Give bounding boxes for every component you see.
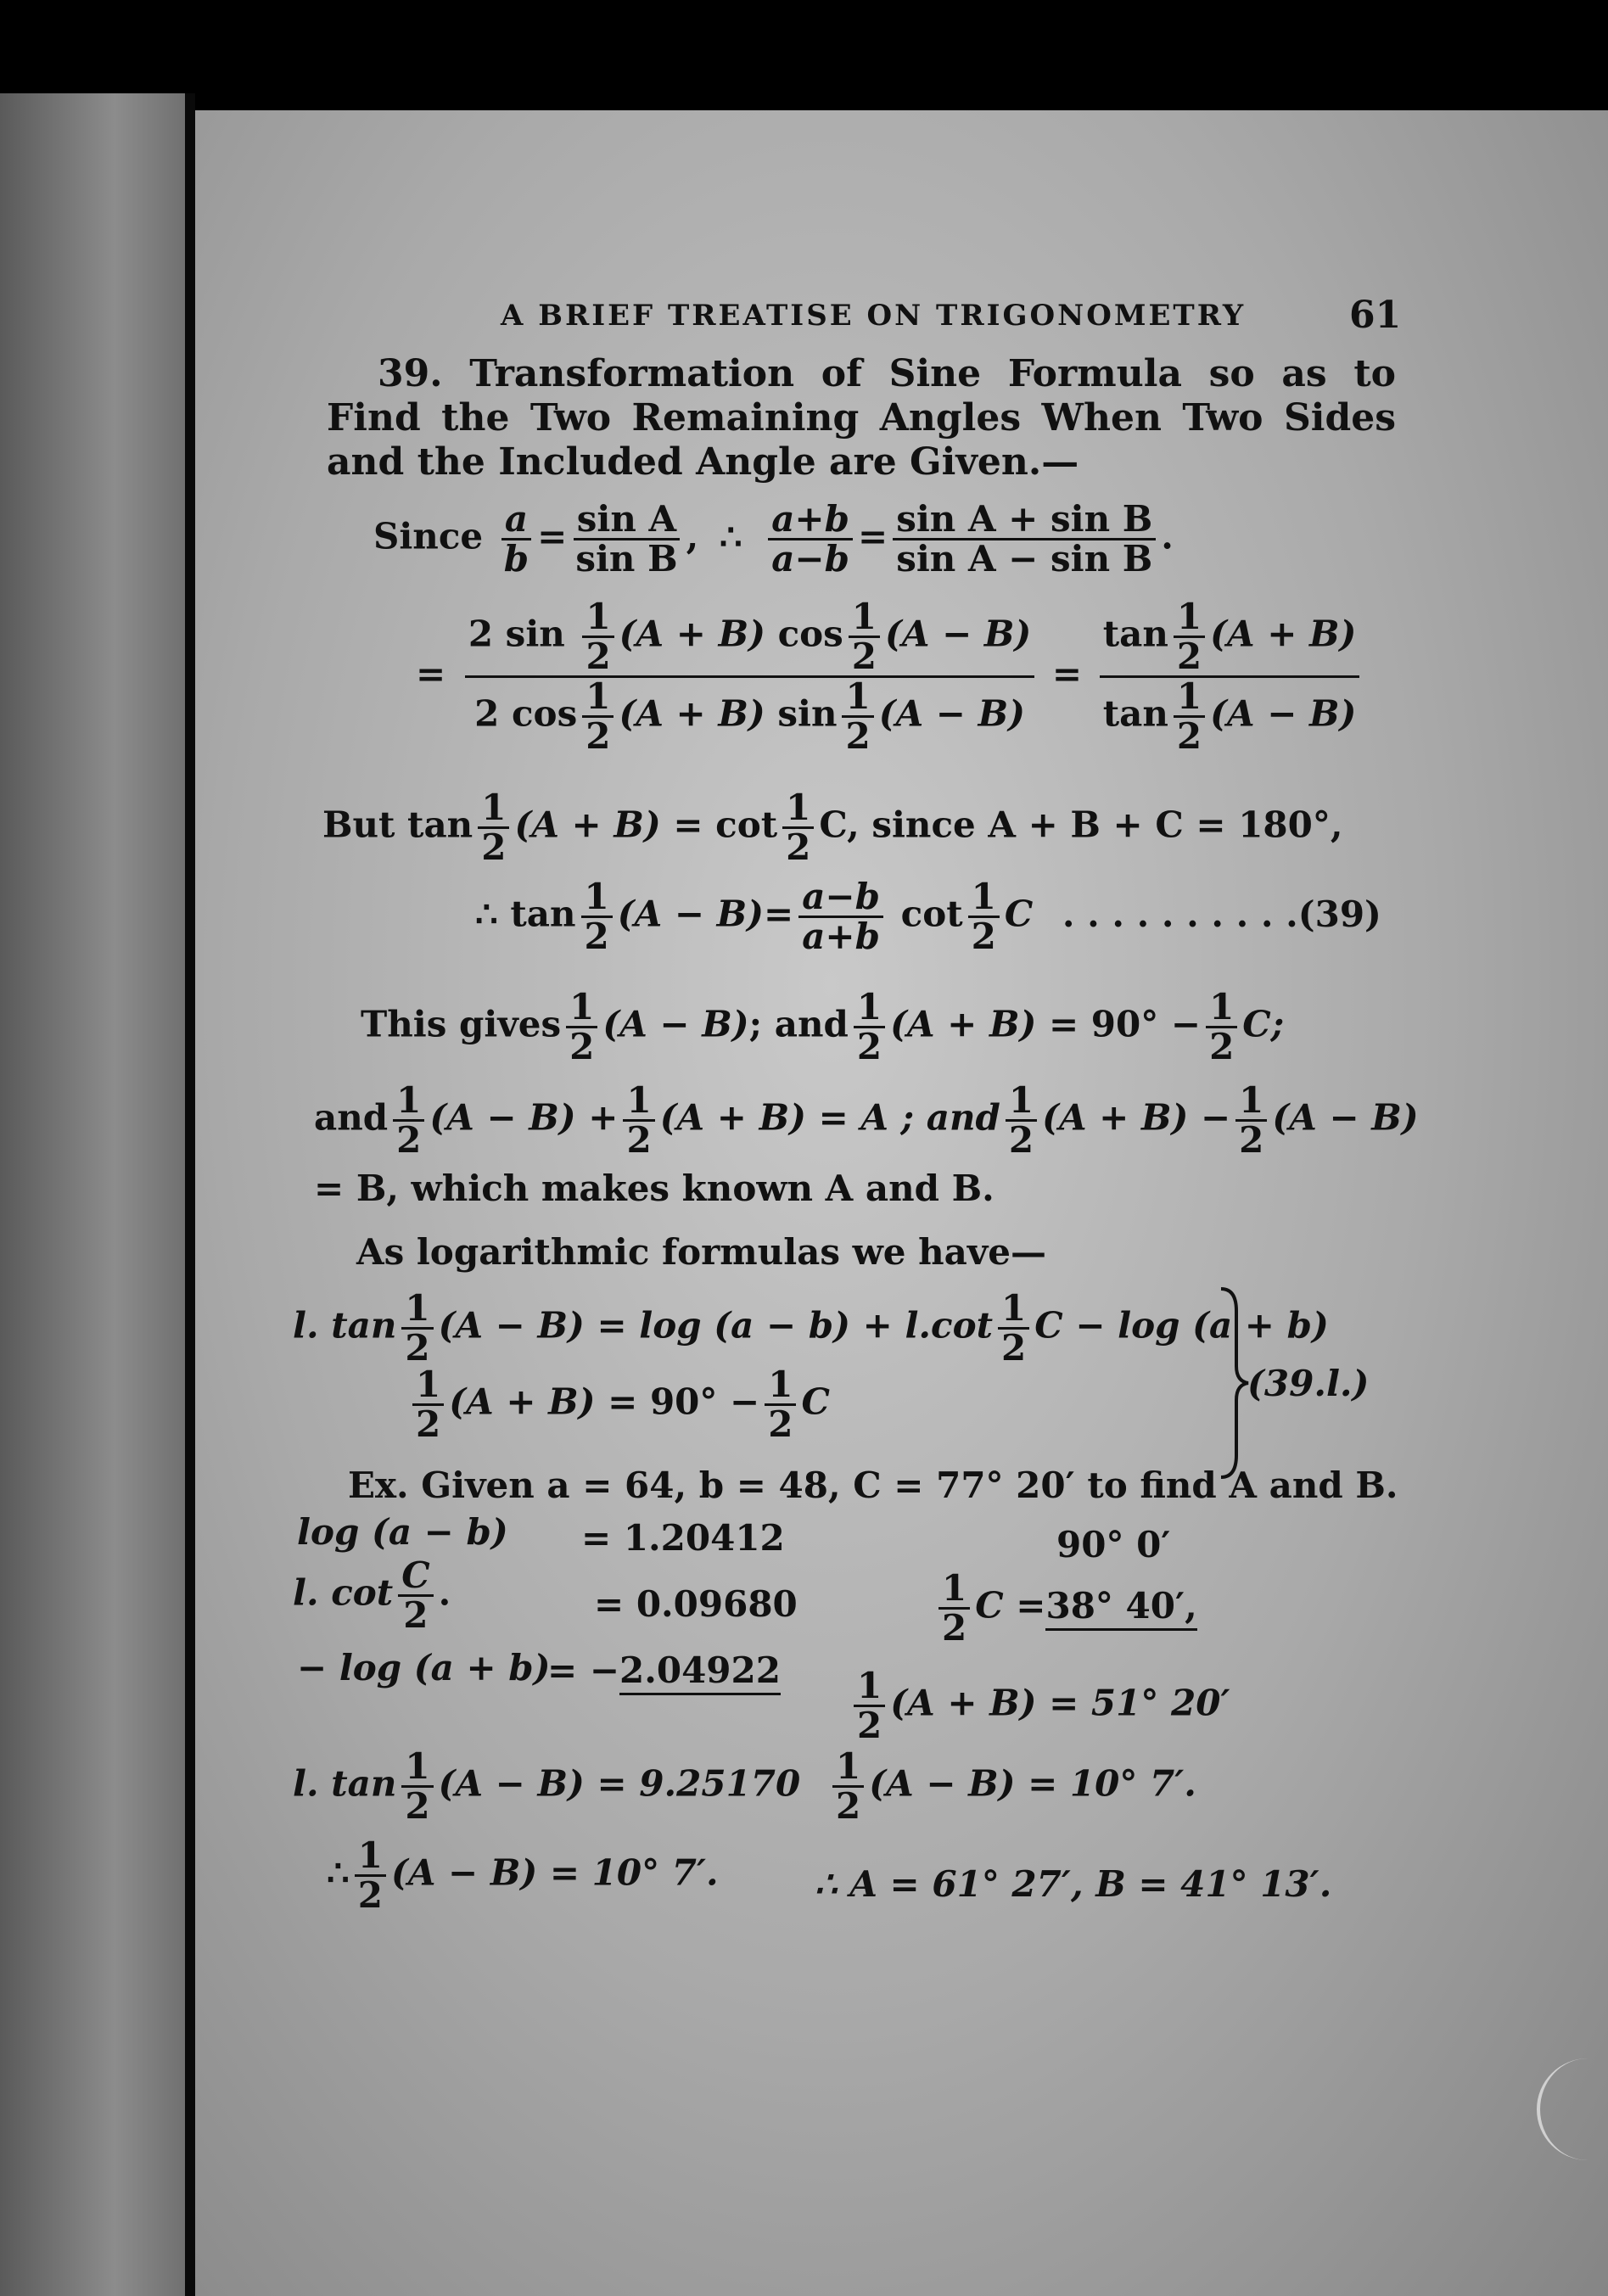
denominator: 2 [585, 636, 611, 678]
numerator: C [398, 1557, 433, 1597]
denominator: 2 [405, 1785, 430, 1828]
numerator: 1 [765, 1366, 796, 1406]
term: = log (a − b) + l.cot [597, 1304, 994, 1347]
equals-sign: = [416, 652, 446, 695]
term: 38° 40′, [1045, 1585, 1196, 1631]
term: This gives [361, 1003, 562, 1045]
term: (A + B) [659, 1096, 806, 1139]
numerator: 1 [1006, 1082, 1037, 1122]
term: tan [1102, 692, 1168, 735]
term: ; and [748, 1003, 849, 1045]
denominator: 2 [1176, 715, 1202, 758]
term: tan [510, 893, 576, 935]
page-number: 61 [1349, 294, 1402, 337]
denominator: 2 [481, 826, 507, 869]
term: cos [777, 613, 843, 655]
half [412, 1364, 444, 1446]
ex-half-ApB [849, 1665, 1230, 1747]
term: sin [777, 692, 838, 735]
term: (A + B) = 51° 20′ [890, 1682, 1230, 1724]
denominator: 2 [1209, 1026, 1235, 1068]
term: (A + B) [1042, 1096, 1189, 1139]
term: C; [1242, 1003, 1285, 1045]
fraction-amb-over-apb [798, 876, 883, 958]
term: (A − B) [438, 1304, 585, 1347]
ex-half-C [933, 1567, 1197, 1649]
term: (A + B) [514, 804, 661, 846]
term: = − [547, 1649, 620, 1691]
numerator: 1 [393, 1082, 424, 1122]
ex-final-left [327, 1834, 719, 1917]
section-title-text: 39. Transformation of Sine Formula so as to Find the Two Remaining Angles When Two Sides and the Included Angle are Given.— [327, 352, 1396, 484]
term: l. tan [293, 1762, 397, 1805]
numerator: 1 [581, 878, 613, 918]
fraction-sum-over-diff-sines [893, 498, 1156, 580]
denominator: 2 [569, 1026, 595, 1068]
half [854, 1665, 885, 1747]
term: l. cot [293, 1571, 394, 1614]
term: and [314, 1096, 389, 1139]
ex-l-tan [293, 1745, 801, 1828]
denominator: sin A − sin B [896, 538, 1153, 580]
equation-product-form [416, 596, 1364, 758]
numerator: a−b [798, 878, 883, 918]
half [765, 1364, 796, 1446]
numerator: 1 [854, 1667, 885, 1707]
denominator: 2 [626, 1119, 652, 1162]
term: (A + B) [619, 613, 765, 655]
term: 2.04922 [619, 1649, 781, 1695]
equals-sign: = [1051, 652, 1083, 695]
text-which-makes-known: = B, which makes known A and B. [314, 1168, 994, 1209]
denominator: 2 [836, 1785, 861, 1828]
word-but-tan: But tan [322, 804, 473, 846]
denominator: 2 [768, 1403, 793, 1446]
denominator: 2 [942, 1607, 967, 1649]
numerator: 1 [355, 1837, 386, 1877]
denominator: 2 [1008, 1119, 1034, 1162]
denominator: 2 [845, 715, 871, 758]
term: (A − B) [878, 692, 1025, 735]
running-head: A BRIEF TREATISE ON TRIGONOMETRY [501, 299, 1247, 333]
half [849, 596, 880, 678]
equation-label-39l: (39.l.) [1247, 1363, 1370, 1404]
denominator: 2 [857, 1705, 882, 1747]
term: (A + B) [1210, 613, 1357, 655]
log-formula-2 [407, 1364, 830, 1446]
half [566, 988, 597, 1066]
word-since: Since [373, 515, 484, 557]
half [355, 1834, 386, 1917]
therefore-symbol: ∴ [475, 893, 498, 935]
half [401, 1287, 433, 1369]
term: (A + B) [619, 692, 765, 735]
half [582, 675, 614, 758]
term: (A − B) [602, 1003, 749, 1045]
numerator: 1 [968, 878, 1000, 918]
equals-sign: = [537, 515, 568, 557]
term: C − log (a + b) [1034, 1304, 1329, 1347]
term: − [1200, 1096, 1231, 1139]
term: = 90° − [608, 1380, 760, 1423]
half [1174, 675, 1205, 758]
ex-l-cot: l. cot $\frac{C}{2}$ . [293, 1554, 451, 1637]
term: (A − B) [429, 1096, 576, 1139]
therefore-symbol: ∴ [327, 1851, 350, 1894]
numerator: 1 [1174, 598, 1205, 638]
term: + [588, 1096, 619, 1139]
denominator: a+b [802, 916, 880, 958]
right-brace [1218, 1285, 1252, 1481]
half [1206, 988, 1237, 1066]
fraction-a-over-b [501, 498, 532, 580]
half [478, 787, 509, 869]
denominator [1100, 675, 1360, 758]
numerator: 1 [566, 988, 597, 1028]
half [582, 596, 614, 678]
denominator: 2 [584, 916, 609, 958]
term: (A + B) [890, 1003, 1037, 1045]
term: (A + B) [449, 1380, 596, 1423]
term: tan [1102, 613, 1168, 655]
text-this-gives [361, 988, 1284, 1066]
denominator: 2 [405, 1327, 430, 1369]
term: = 90° − [1048, 1003, 1202, 1045]
numerator: 1 [849, 598, 880, 638]
denominator: 2 [1176, 636, 1202, 678]
scan-border [0, 0, 1608, 127]
denominator: 2 [585, 715, 611, 758]
term: (A − B) [617, 893, 765, 935]
fraction-tan-over-tan [1100, 596, 1360, 758]
term: (A − B) = 10° 7′. [390, 1851, 719, 1894]
text-and-sums [314, 1079, 1419, 1162]
denominator [471, 675, 1028, 758]
half [1235, 1079, 1267, 1162]
ex-half-AmB [827, 1745, 1196, 1828]
denominator: 2 [851, 636, 877, 678]
half [1006, 1079, 1037, 1162]
numerator: 1 [623, 1082, 654, 1122]
numerator: a [501, 501, 531, 540]
numerator: 1 [401, 1290, 433, 1330]
half [782, 787, 814, 869]
equation-sine-ratio: Since $\frac{a}{b}$ = $\frac{\text{sin A}}{\text{sin B}}$ , ∴ $\frac{a+b}{a-b}$ = $\frac{\text{sin A + sin B}}{\text{sin A − sin B}}$ . [373, 498, 1174, 580]
numerator: sin A [574, 501, 680, 540]
book-spine [185, 93, 195, 2296]
half [581, 876, 613, 958]
ex-val-3 [547, 1649, 781, 1691]
term: = cot [673, 804, 778, 846]
equation-39 [475, 876, 1381, 958]
half [1174, 596, 1205, 678]
numerator: 1 [1174, 678, 1205, 718]
term: C [801, 1380, 830, 1423]
section-title [327, 352, 1396, 484]
numerator: 1 [582, 598, 614, 638]
denominator: 2 [971, 916, 996, 958]
term: (A − B) = 9.25170 [438, 1762, 801, 1805]
term: l. tan [293, 1304, 397, 1347]
denominator: b [503, 538, 529, 580]
text-log-intro: As logarithmic formulas we have— [356, 1231, 1047, 1273]
half [998, 1287, 1029, 1369]
denominator: 2 [357, 1874, 383, 1917]
numerator: 1 [842, 678, 873, 718]
half [832, 1745, 864, 1828]
numerator [1100, 598, 1360, 678]
half [854, 988, 885, 1066]
term: cot [900, 893, 963, 935]
equals-sign: = [857, 515, 888, 557]
half [968, 876, 1000, 958]
log-formula-1 [293, 1287, 1329, 1369]
denominator: 2 [786, 826, 811, 869]
numerator: a+b [768, 501, 853, 540]
ex-neg-log: − log (a + b) [297, 1647, 551, 1688]
therefore-symbol: ∴ [719, 515, 742, 557]
numerator: 1 [412, 1366, 444, 1406]
ex-val-2: = 0.09680 [594, 1583, 798, 1625]
equals-sign: = [764, 893, 794, 935]
numerator: 1 [938, 1570, 970, 1610]
term: (A − B) [885, 613, 1032, 655]
term: (A − B) = 10° 7′. [869, 1762, 1196, 1805]
denominator: sin B [575, 538, 678, 580]
term: = A ; and [818, 1096, 1000, 1139]
denominator: 2 [403, 1594, 429, 1637]
numerator: 1 [998, 1290, 1029, 1330]
fraction-sinA-over-sinB [572, 498, 681, 580]
numerator: 1 [401, 1748, 433, 1788]
facing-page-edge [0, 93, 191, 2296]
term: 2 sin [468, 613, 565, 655]
denominator: 2 [396, 1119, 422, 1162]
denominator: 2 [1001, 1327, 1027, 1369]
example-statement: Ex. Given a = 64, b = 48, C = 77° 20′ to find A and B. [348, 1464, 1398, 1506]
numerator: 1 [832, 1748, 864, 1788]
term: (A − B) [1210, 692, 1357, 735]
term: 2 cos [474, 692, 578, 735]
half [938, 1567, 970, 1649]
numerator: 1 [478, 789, 509, 829]
denominator: 2 [416, 1403, 441, 1446]
fraction-apb-over-amb [768, 498, 853, 580]
numerator: 1 [582, 678, 614, 718]
fraction-C-over-2 [398, 1554, 433, 1637]
term: C [1004, 893, 1034, 935]
ex-log-amb: log (a − b) [297, 1511, 508, 1553]
half [623, 1079, 654, 1162]
equation-but-tan [322, 787, 1343, 869]
ex-final-result: ∴ A = 61° 27′, B = 41° 13′. [815, 1863, 1332, 1905]
term: C, since A + B + C = 180°, [819, 804, 1343, 846]
denominator: 2 [1239, 1119, 1264, 1162]
numerator: 1 [1206, 988, 1237, 1028]
term: C = [975, 1584, 1046, 1627]
denominator: 2 [856, 1026, 882, 1068]
numerator: 1 [782, 789, 814, 829]
half [842, 675, 873, 758]
half [393, 1079, 424, 1162]
ex-90deg: 90° 0′ [1056, 1524, 1171, 1565]
numerator: 1 [854, 988, 885, 1028]
ex-val-1: = 1.20412 [581, 1517, 785, 1559]
numerator: sin A + sin B [893, 501, 1156, 540]
term: (A − B) [1272, 1096, 1419, 1139]
half [401, 1745, 433, 1828]
equation-label-39: . . . . . . . . . .(39) [1062, 893, 1381, 935]
denominator: a−b [771, 538, 849, 580]
numerator [465, 598, 1034, 678]
fraction-sincos-over-cossin [465, 596, 1034, 758]
numerator: 1 [1235, 1082, 1267, 1122]
